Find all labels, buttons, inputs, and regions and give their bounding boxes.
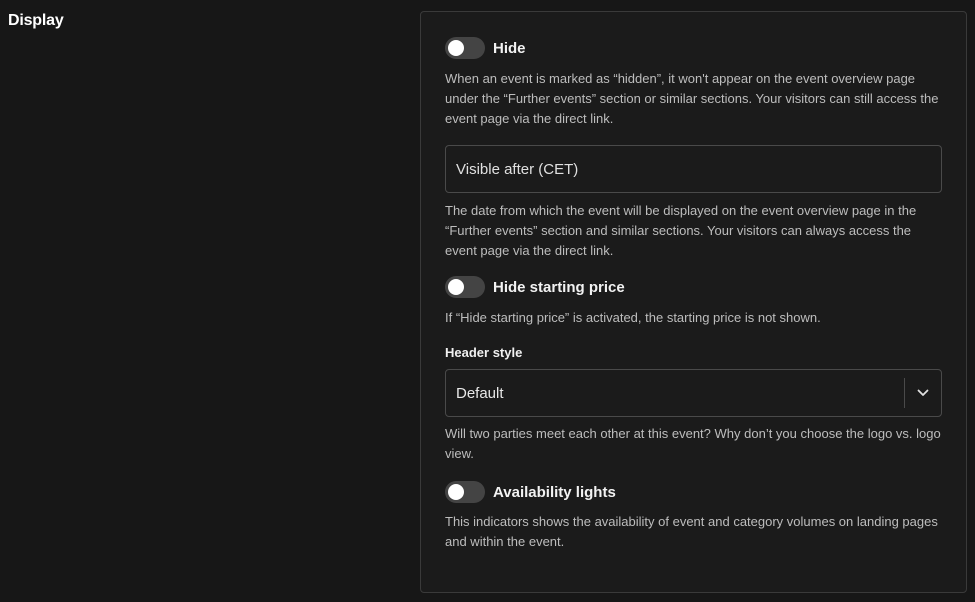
display-settings-panel [420,11,967,593]
hide-description: When an event is marked as “hidden”, it won't appear on the event overview page under the “Further events” section or similar sections. Your visitors can still access the event page via the direct link. [445,71,939,126]
availability-lights-description: This indicators shows the availability of event and category volumes on landing pages and within the event. [445,514,938,549]
header-style-select[interactable] [445,369,942,417]
hide-starting-price-toggle[interactable] [445,276,485,298]
section-title: Display [8,12,64,29]
availability-lights-toggle[interactable] [445,481,485,503]
availability-lights-label: Availability lights [493,483,616,501]
hide-label: Hide [493,39,526,57]
chevron-down-icon[interactable] [905,370,941,416]
availability-lights-toggle-row[interactable] [445,481,616,503]
hide-toggle-row[interactable] [445,37,526,59]
toggle-knob [448,279,464,295]
visible-after-description: The date from which the event will be displayed on the event overview page in the “Further events” section and similar sections. Your visitors can always access the event page via the direct link. [445,203,917,258]
toggle-knob [448,484,464,500]
hide-starting-price-description: If “Hide starting price” is activated, the starting price is not shown. [445,310,821,325]
hide-starting-price-label: Hide starting price [493,278,625,296]
hide-toggle[interactable] [445,37,485,59]
hide-starting-price-toggle-row[interactable] [445,276,625,298]
header-style-label: Header style [445,345,523,360]
header-style-selected-value: Default [456,384,504,402]
header-style-description: Will two parties meet each other at this event? Why don’t you choose the logo vs. logo view. [445,426,941,461]
visible-after-input[interactable] [445,145,942,193]
toggle-knob [448,40,464,56]
